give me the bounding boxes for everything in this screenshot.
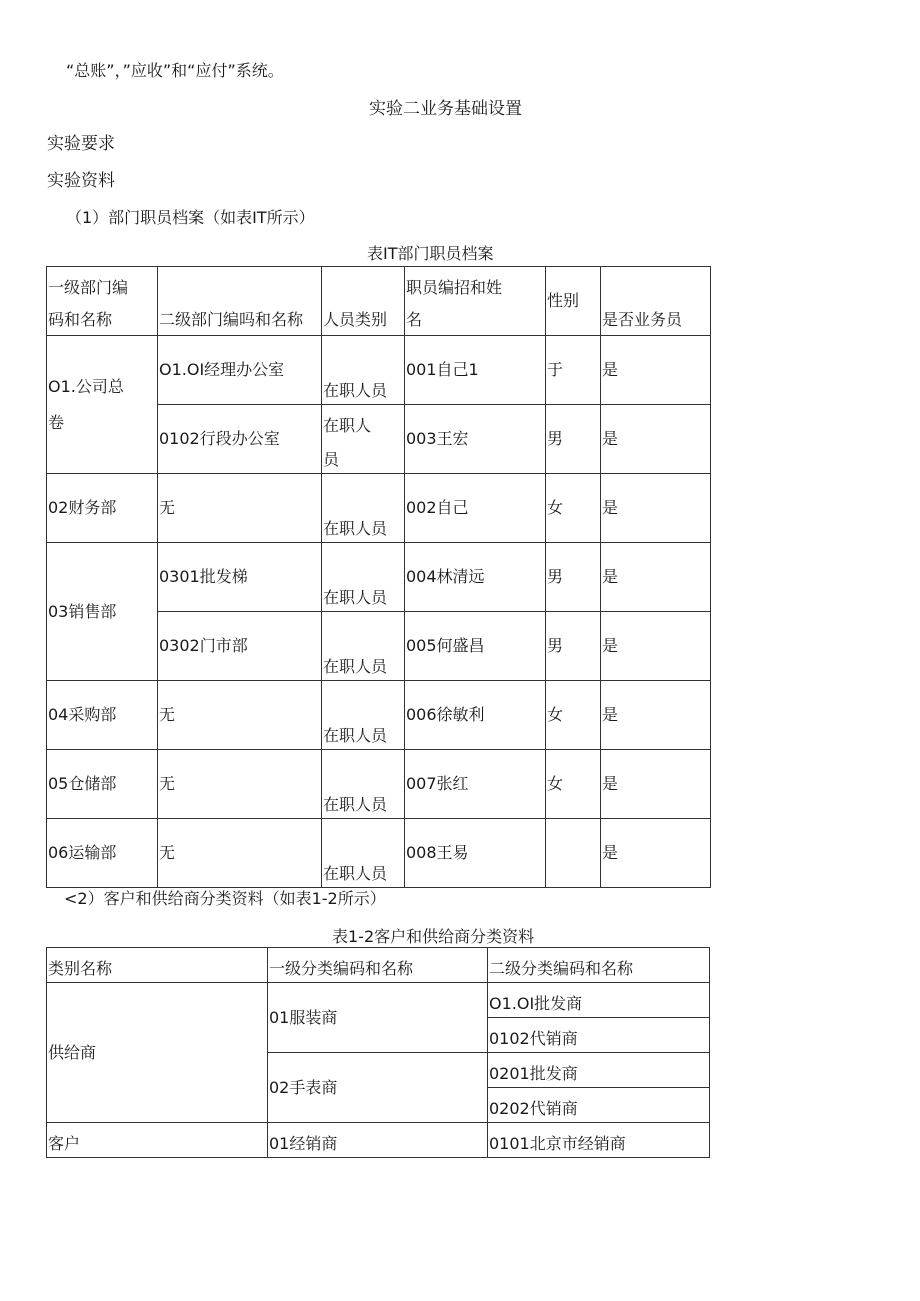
type-cell-supplier: 供给商 [47,983,268,1123]
header-staff: 职员编招和姓 名 [405,267,546,336]
gender-cell: 男 [546,405,601,474]
staff-cell: 002自己 [405,474,546,543]
category-cell: 在职人员 [322,681,405,750]
level1-cell: 02手表商 [268,1053,488,1123]
intro-line: “总账”，”应收”和“应付”系统。 [66,61,284,80]
table2-caption: 表1-2客户和供给商分类资料 [332,927,535,946]
category-cell: 在职人员 [322,750,405,819]
table-row [47,983,710,1018]
business-cell: 是 [601,474,711,543]
level1-cell: 01经销商 [268,1123,488,1158]
dept2-cell: O1.OI经理办公室 [158,336,322,405]
category-cell: 在职人员 [322,543,405,612]
group-cell-02: 02财务部 [47,474,158,543]
staff-cell: 008王易 [405,819,546,888]
table-row [47,819,711,888]
table-header-row [47,267,711,336]
heading-materials: 实验资料 [47,171,115,191]
classification-table [46,947,710,1158]
group-cell-03: 03销售部 [47,543,158,681]
header-category: 人员类别 [322,267,405,336]
dept2-cell: 无 [158,750,322,819]
category-cell: 在职人员 [322,612,405,681]
type-cell-customer: 客户 [47,1123,268,1158]
business-cell: 是 [601,543,711,612]
staff-cell: 007张红 [405,750,546,819]
category-cell: 在职人 员 [322,405,405,474]
table-row [47,750,711,819]
group-cell-06: 06运输部 [47,819,158,888]
dept2-cell: 无 [158,819,322,888]
table-row [47,1123,710,1158]
group-cell-04: 04采购部 [47,681,158,750]
gender-cell [546,819,601,888]
table-row [47,543,711,612]
category-cell: 在职人员 [322,336,405,405]
section-title: 实验二业务基础设置 [369,99,522,119]
level2-cell: 0202代销商 [488,1088,710,1123]
category-cell: 在职人员 [322,474,405,543]
header-dept2: 二级部门编吗和名称 [158,267,322,336]
heading-requirements: 实验要求 [47,134,115,154]
dept2-cell: 无 [158,681,322,750]
staff-cell: 005何盛昌 [405,612,546,681]
level2-cell: 0101北京市经销商 [488,1123,710,1158]
level1-cell: 01服装商 [268,983,488,1053]
staff-cell: 003王宏 [405,405,546,474]
business-cell: 是 [601,612,711,681]
level2-cell: 0201批发商 [488,1053,710,1088]
category-cell: 在职人员 [322,819,405,888]
gender-cell: 女 [546,474,601,543]
group-cell-01: O1.公司总 卷 [47,336,158,474]
header-dept1: 一级部门编 码和名称 [47,267,158,336]
table-row [47,681,711,750]
business-cell: 是 [601,681,711,750]
gender-cell: 男 [546,612,601,681]
table1-caption: 表IT部门职员档案 [367,244,494,263]
business-cell: 是 [601,750,711,819]
dept2-cell: 无 [158,474,322,543]
header-level2: 二级分类编码和名称 [488,948,710,983]
table-row [47,336,711,405]
item1-text: （1）部门职员档案（如表IT所示） [66,208,315,227]
table-row [47,474,711,543]
dept2-cell: 0301批发梯 [158,543,322,612]
staff-cell: 006徐敏利 [405,681,546,750]
header-business: 是否业务员 [601,267,711,336]
staff-cell: 004林清远 [405,543,546,612]
header-gender: 性别 [546,267,601,336]
gender-cell: 女 [546,750,601,819]
level2-cell: 0102代销商 [488,1018,710,1053]
level2-cell: O1.OI批发商 [488,983,710,1018]
group-cell-05: 05仓储部 [47,750,158,819]
gender-cell: 于 [546,336,601,405]
business-cell: 是 [601,819,711,888]
dept2-cell: 0302门市部 [158,612,322,681]
staff-table [46,266,711,888]
item2-text: <2）客户和供给商分类资料（如表1-2所示） [64,889,386,908]
gender-cell: 女 [546,681,601,750]
header-type: 类别名称 [47,948,268,983]
gender-cell: 男 [546,543,601,612]
dept2-cell: 0102行段办公室 [158,405,322,474]
staff-cell: 001自己1 [405,336,546,405]
business-cell: 是 [601,405,711,474]
header-level1: 一级分类编码和名称 [268,948,488,983]
business-cell: 是 [601,336,711,405]
table-header-row [47,948,710,983]
